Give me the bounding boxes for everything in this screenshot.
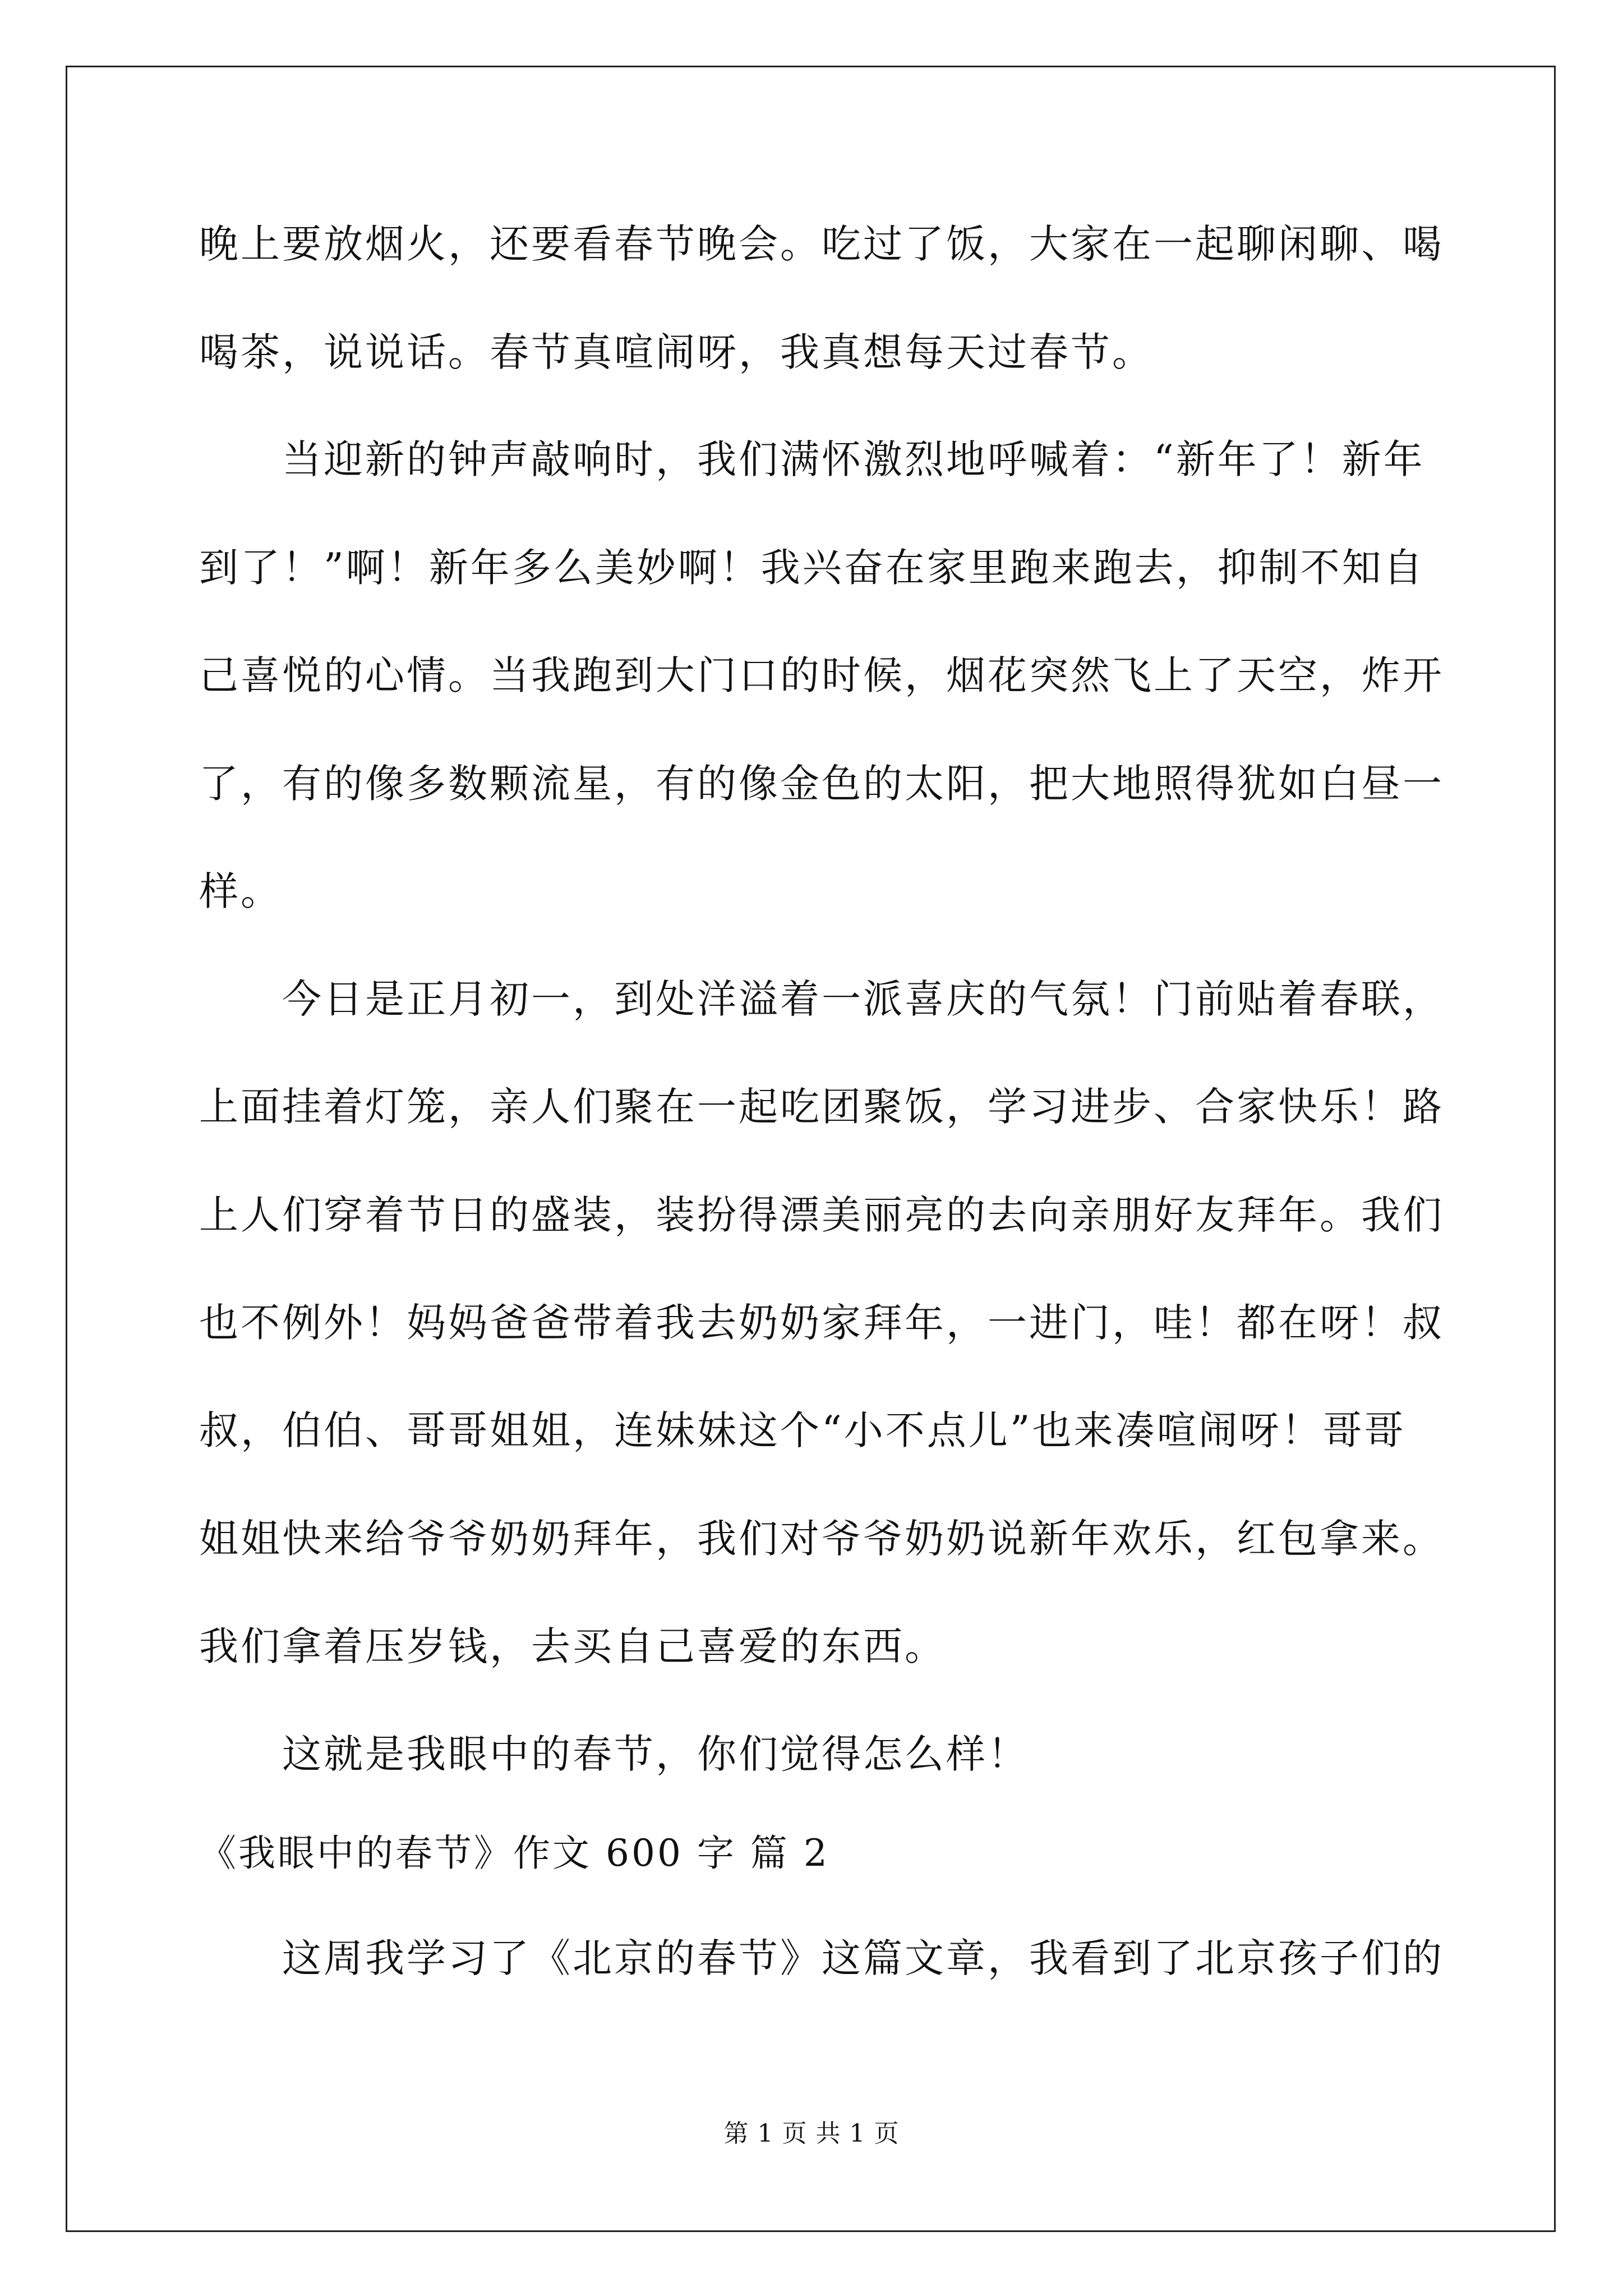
paragraph-2-line-2: 到了！”啊！新年多么美妙啊！我兴奋在家里跑来跑去，抑制不知自 [199, 545, 1425, 591]
paragraph-2-line-3: 己喜悦的心情。当我跑到大门口的时候，烟花突然飞上了天空，炸开 [199, 652, 1444, 698]
paragraph-2-line-4: 了，有的像多数颗流星，有的像金色的太阳，把大地照得犹如白昼一 [199, 761, 1444, 807]
paragraph-3-line-7: 我们拿着压岁钱，去买自己喜爱的东西。 [199, 1623, 946, 1669]
page-border [66, 66, 1556, 2232]
paragraph-3-line-5: 叔，伯伯、哥哥姐姐，连妹妹这个“小不点儿”也来凑喧闹呀！哥哥 [199, 1407, 1406, 1453]
paragraph-3-line-3: 上人们穿着节日的盛装，装扮得漂美丽亮的去向亲朋好友拜年。我们 [199, 1192, 1444, 1238]
paragraph-5-line-1: 这周我学习了《北京的春节》这篇文章，我看到了北京孩子们的 [282, 1935, 1444, 1981]
page-number-label: 第 1 页 共 1 页 [723, 2119, 900, 2148]
section-heading: 《我眼中的春节》作文 600 字 篇 2 [199, 1832, 829, 1875]
paragraph-3-line-4: 也不例外！妈妈爸爸带着我去奶奶家拜年，一进门，哇！都在呀！叔 [199, 1300, 1444, 1346]
paragraph-1-line-1: 晚上要放烟火，还要看春节晚会。吃过了饭，大家在一起聊闲聊、喝 [199, 221, 1444, 267]
paragraph-3-line-2: 上面挂着灯笼，亲人们聚在一起吃团聚饭，学习进步、合家快乐！路 [199, 1084, 1444, 1130]
paragraph-2-line-5: 样。 [199, 868, 282, 914]
paragraph-1-line-2: 喝茶，说说话。春节真喧闹呀，我真想每天过春节。 [199, 329, 1154, 375]
paragraph-3-line-6: 姐姐快来给爷爷奶奶拜年，我们对爷爷奶奶说新年欢乐，红包拿来。 [199, 1516, 1444, 1562]
paragraph-3-line-1: 今日是正月初一，到处洋溢着一派喜庆的气氛！门前贴着春联， [282, 976, 1444, 1022]
paragraph-4-line-1: 这就是我眼中的春节，你们觉得怎么样！ [282, 1731, 1029, 1777]
paragraph-2-line-1: 当迎新的钟声敲响时，我们满怀激烈地呼喊着：“新年了！新年 [282, 436, 1425, 482]
page-footer [0, 2119, 1623, 2148]
